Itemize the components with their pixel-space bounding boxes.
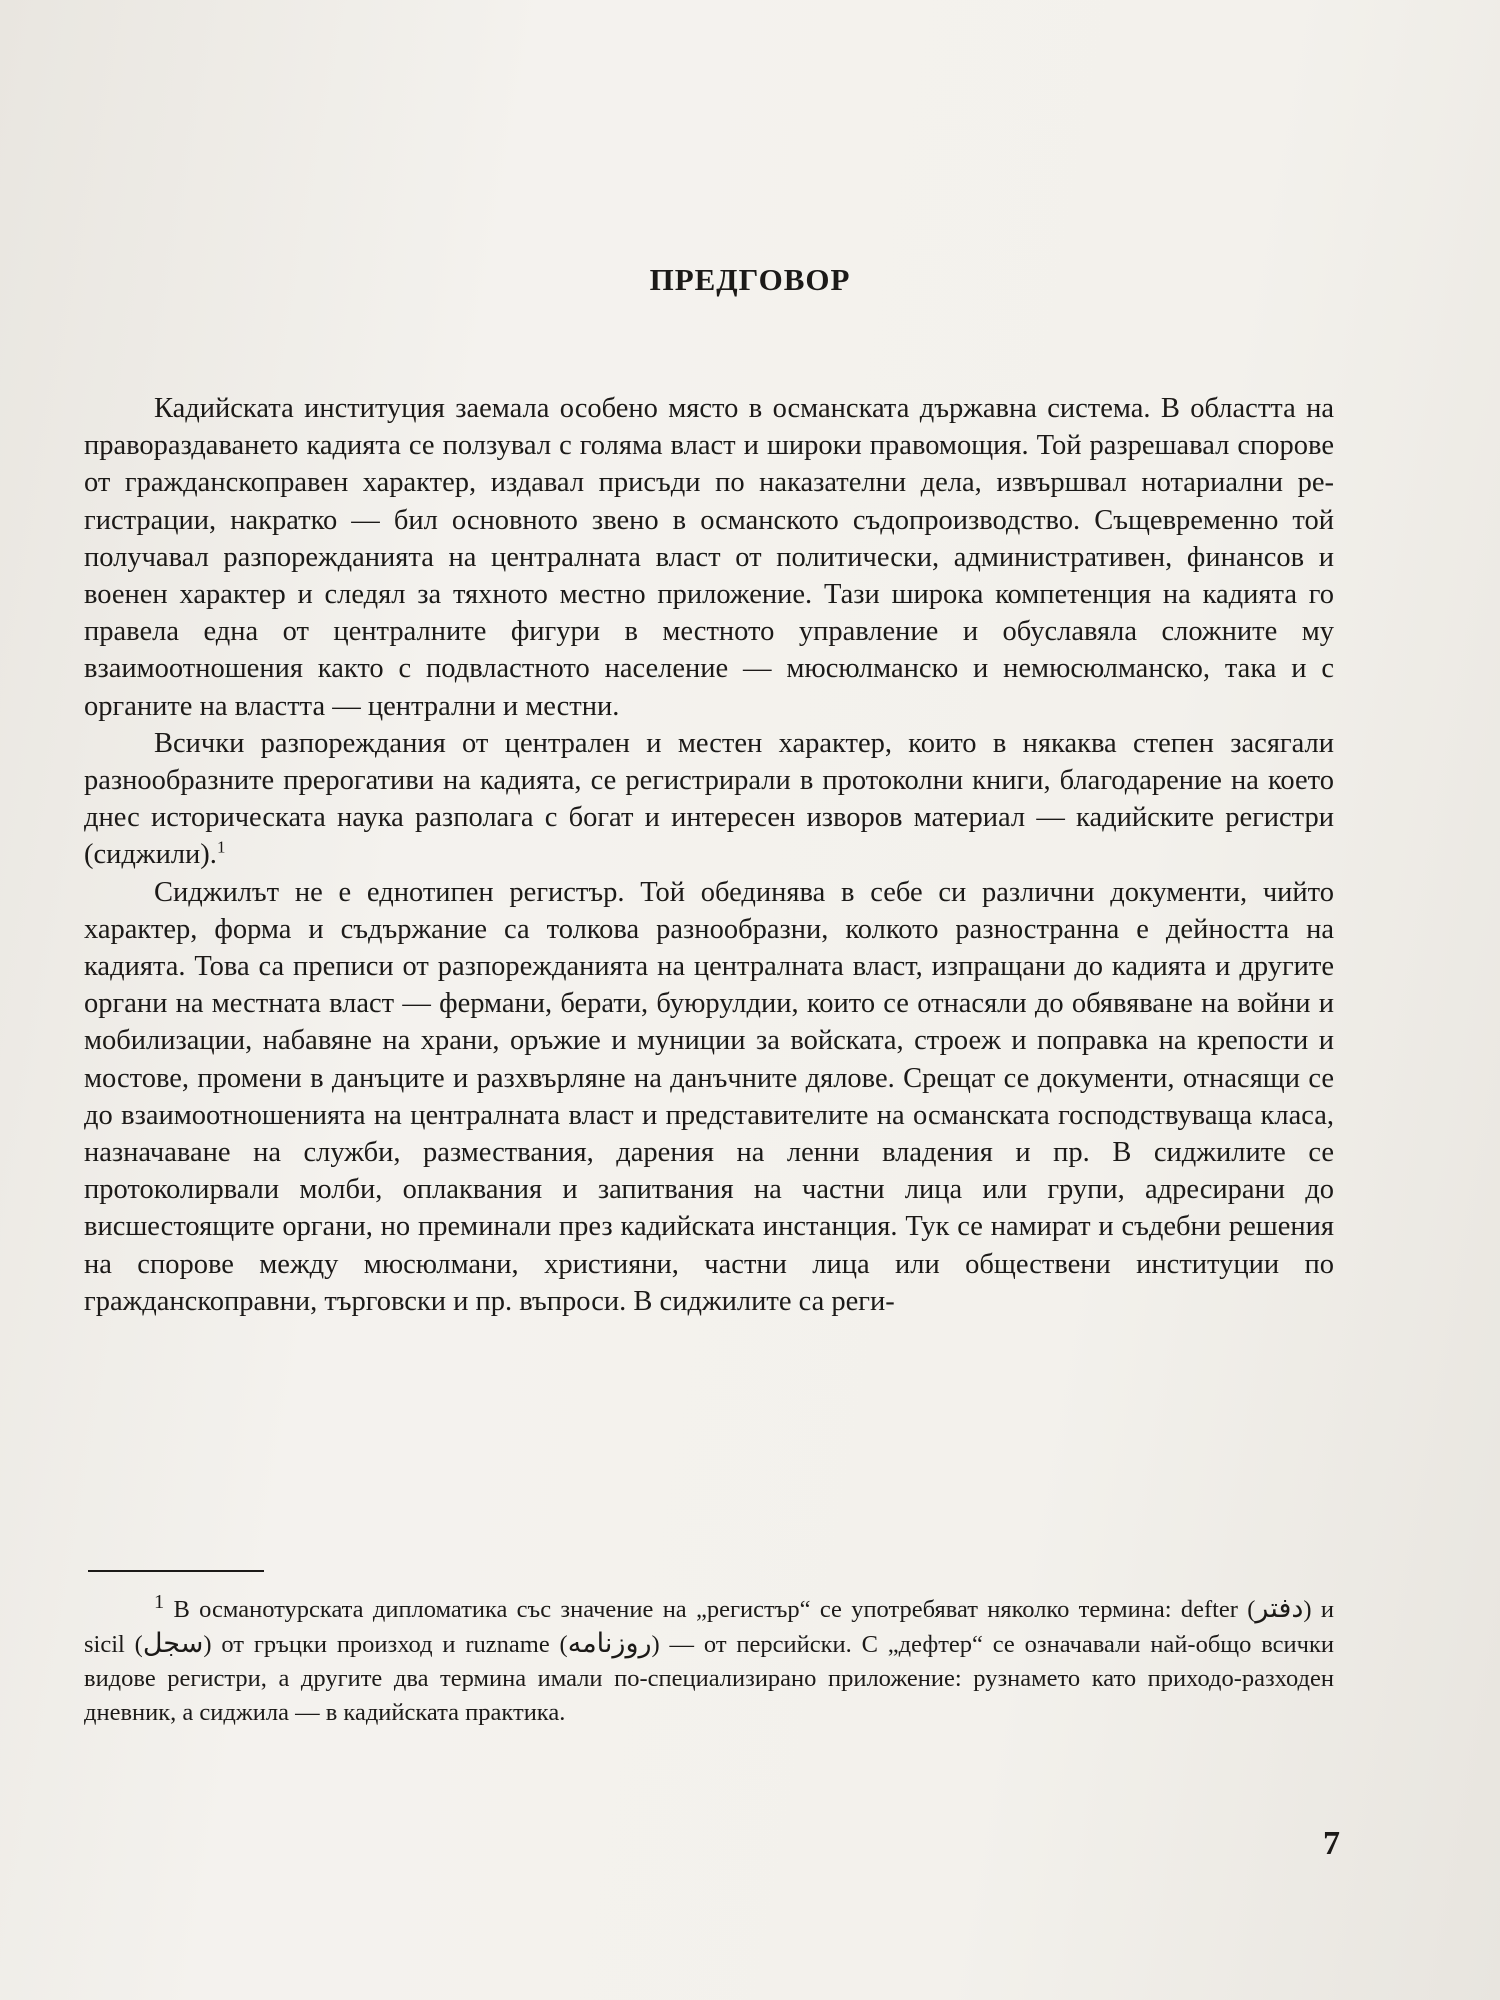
footnote-text-d: ) — от — [651, 1631, 727, 1659]
paragraph-3: Сиджилът не е еднотипен регистър. Той обединява в себе си различни документи, чийто характер, форма и съдържание са толкова разнообразни, колкото разностранна е дейността на кадията. Това са преписи от разпорежданията на централната власт, изпращани до кадията и другите органи на местната власт — фермани, берати, буюрулдии, които се отнасяли до обявяване на войни и мобилизации, набавяне на храни, оръжие и муниции за войската, строеж и поправка на крепости и мостове, промени в данъците и разхвърляне на данъчните дялове. Срещат се документи, отнасящи се до взаимоотношенията на централната власт и представителите на османската господствуваща класа, назначаване на служби, размествания, дарения на ленни владения и пр. В сиджилите се протоколирвали молби, оплаквания и запитвания на частни лица или групи, адресирани до висшестоящите органи, но преминали през кадийската инстанция. Тук се намират и съдебни решения на спорове между мюсюлмани, християни, частни лица или обществени институции по гражданскоправни, търговски и пр. въпроси. В сиджилите са реги- — [84, 876, 1334, 1317]
footnote-divider — [88, 1570, 264, 1572]
footnote-text-e: персийски. С „дефтер“ се означавали най-общо всички видове регистри, а другите два термина имали по-специализирано приложение: рузнамето като приходо-разходен дневник, а сиджила — в кадийската практика. — [84, 1631, 1335, 1727]
arabic-ruzname: روزنامه — [567, 1628, 652, 1660]
footnote-text-b: ) и sicil ( — [84, 1596, 1334, 1659]
footnote — [84, 1585, 1334, 1730]
footnote-number: 1 — [154, 1591, 165, 1613]
paragraph-2-text: Всички разпореждания от централен и местен характер, които в някаква степен засягали разнообразните прерогативи на кадията, се регистрирали в протоколни книги, благодарение на което днес историческата наука разполага с богат и интересен изворов материал — кадийските регистри (сиджили). — [84, 727, 1334, 871]
footnote-line-1 — [84, 1585, 1334, 1730]
page-title: ПРЕДГОВОР — [649, 262, 851, 297]
main-text — [84, 390, 1334, 1320]
footnote-reference: 1 — [216, 837, 226, 857]
page-number: 7 — [1323, 1825, 1340, 1862]
arabic-sicil: سجل — [142, 1628, 204, 1660]
paragraph-2 — [84, 725, 1334, 874]
footnote-text-a: В османотурската дипломатика със значение на „регистър“ се употребяват няколко термина: defter ( — [173, 1596, 1256, 1624]
footnote-text-c: ) от гръцки произход и ruzname ( — [203, 1631, 568, 1659]
arabic-defter: دفتر — [1255, 1593, 1304, 1625]
paragraph-1: Кадийската институция заемала особено място в османската държавна система. В областта на правораздаването кадията се ползувал с голяма власт и широки правомощия. Той разрешавал спорове от гражданскоправен характер, издавал присъди по наказателни дела, извършвал нотариални регистрации, накратко — бил основното звено в османското съдопроизводство. Същевременно той получавал разпорежданията на централната власт от политически, административен, финансов и военен характер и следял за тяхното местно приложение. Тази широка компетенция на кадията го правела една от централните фигури в местното управление и обуславяла сложните му взаимоотношения както с подвластното население — мюсюлманско и немюсюлманско, така и с органите на властта — централни и местни. — [84, 393, 1334, 722]
